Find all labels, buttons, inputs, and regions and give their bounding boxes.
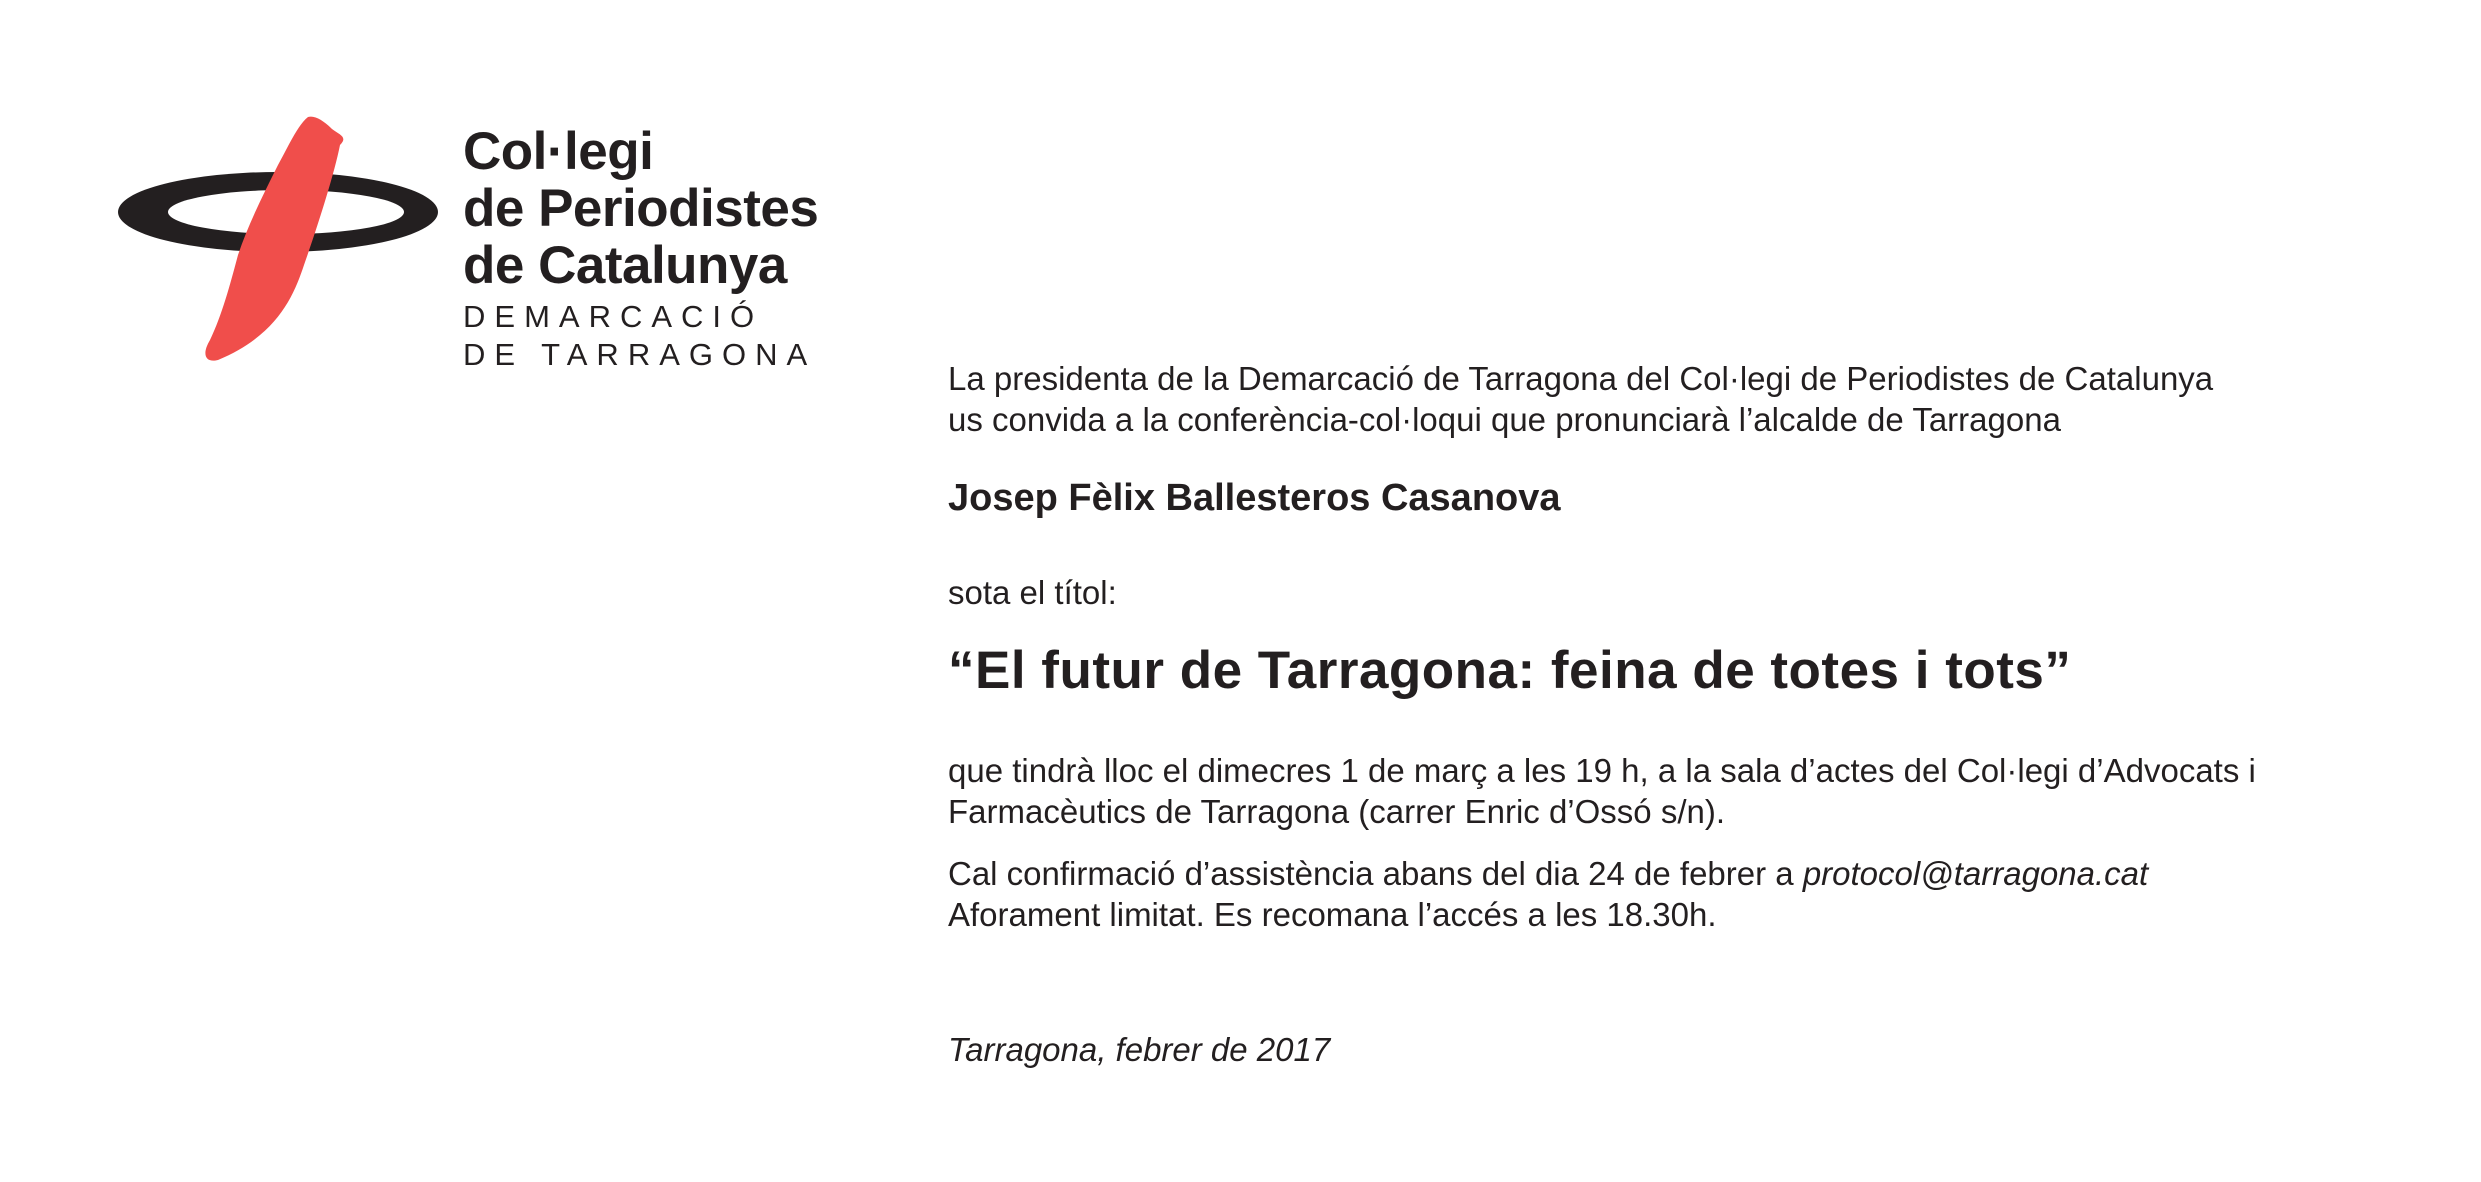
logo-sub-line2: DE TARRAGONA <box>463 337 817 372</box>
rsvp-email-link[interactable]: protocol@tarragona.cat <box>1802 855 2149 892</box>
intro-line-1: La presidenta de la Demarcació de Tarragona del Col·legi de Periodistes de Catalunya <box>948 360 2214 397</box>
under-title-label: sota el títol: <box>948 574 1117 611</box>
place-date: Tarragona, febrer de 2017 <box>948 1031 1331 1068</box>
rsvp-paragraph <box>948 853 2148 935</box>
talk-title: “El futur de Tarragona: feina de totes i tots” <box>948 641 2072 700</box>
logo-name-line3: de Catalunya <box>463 236 787 295</box>
organization-logo <box>118 115 858 385</box>
logo-name-line1: Col·legi <box>463 122 654 181</box>
venue-line-1: que tindrà lloc el dimecres 1 de març a les 19 h, a la sala d’actes del Col·legi d’Advocats i <box>948 752 2256 789</box>
intro-paragraph <box>948 358 2213 440</box>
speaker-name: Josep Fèlix Ballesteros Casanova <box>948 477 1561 519</box>
logo-sub-line1: DEMARCACIÓ <box>463 299 764 334</box>
rsvp-text: Cal confirmació d’assistència abans del dia 24 de febrer a <box>948 855 1803 892</box>
logo-text <box>463 123 818 374</box>
logo-mark-icon <box>118 115 448 365</box>
rsvp-line <box>948 853 2148 894</box>
venue-paragraph <box>948 750 2256 832</box>
intro-line-2: us convida a la conferència-col·loqui que pronunciarà l’alcalde de Tarragona <box>948 401 2061 438</box>
capacity-line: Aforament limitat. Es recomana l’accés a les 18.30h. <box>948 896 1717 933</box>
venue-line-2: Farmacèutics de Tarragona (carrer Enric d’Ossó s/n). <box>948 793 1725 830</box>
logo-name-line2: de Periodistes <box>463 179 819 238</box>
